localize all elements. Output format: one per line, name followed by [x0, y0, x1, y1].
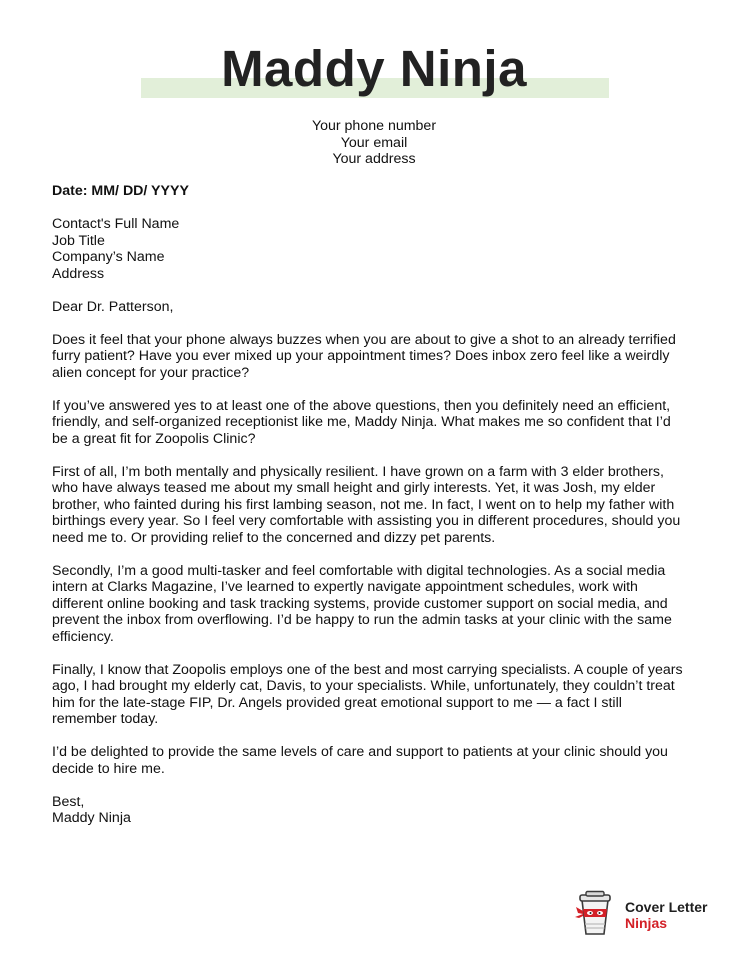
paragraph-line: ago, I had brought my elderly cat, Davis, to your specialists. While, unfortunately, they couldn’t treat — [52, 678, 675, 694]
ninja-cup-icon — [574, 890, 618, 938]
cover-letter-ninjas-logo — [574, 890, 724, 940]
recipient-company: Company’s Name — [52, 249, 165, 265]
recipient-block — [52, 216, 702, 282]
paragraph-line: different online booking and task tracking systems, provide customer support on social media, and — [52, 595, 668, 612]
logo-wordmark — [625, 899, 707, 931]
logo-line-2: Ninjas — [625, 915, 668, 931]
paragraph-line: prevent the inbox from overflowing. I’d be happy to run the admin tasks at your clinic with the same — [52, 612, 672, 628]
paragraph-line: If you’ve answered yes to at least one of the above questions, then you definitely need an efficient, — [52, 397, 671, 414]
closing: Best, — [52, 793, 85, 810]
letter-body — [52, 183, 702, 843]
paragraph-line: him for the late-stage FIP, Dr. Angels provided great emotional support to me — a fact I still — [52, 694, 622, 711]
paragraph-4 — [52, 563, 702, 646]
paragraph-line: who have always teased me about my small height and girly interests. Yet, it was Josh, my elder — [52, 480, 656, 496]
paragraph-1 — [52, 332, 702, 382]
paragraph-3 — [52, 464, 702, 547]
contact-block — [0, 118, 748, 168]
paragraph-line: intern at Clarks Magazine, I’ve learned to expertly navigate appointment schedules, work with — [52, 579, 638, 595]
paragraph-5 — [52, 662, 702, 728]
applicant-name: Maddy Ninja — [221, 40, 527, 97]
paragraph-line: be a great fit for Zoopolis Clinic? — [52, 430, 256, 447]
sign-off-block — [52, 794, 702, 827]
paragraph-line: brother, who fainted during his first lambing season, not me. In fact, I went on to help my father with — [52, 496, 675, 513]
paragraph-line: Finally, I know that Zoopolis employs one of the best and most carrying specialists. A couple of years — [52, 661, 683, 678]
paragraph-line: birthings every year. So I feel very comfortable with assisting you in different procedures, should you — [52, 513, 681, 529]
recipient-address: Address — [52, 265, 105, 282]
paragraph-line: remember today. — [52, 711, 159, 727]
paragraph-6 — [52, 744, 702, 777]
home-address: Your address — [332, 151, 416, 167]
paragraph-line: friendly, and self-organized receptionist like me, Maddy Ninja. What makes me so confident that I’d — [52, 414, 671, 430]
paragraph-line: decide to hire me. — [52, 760, 165, 777]
phone-number: Your phone number — [311, 118, 437, 134]
paragraph-line: Does it feel that your phone always buzzes when you are about to give a shot to an already terrified — [52, 331, 676, 348]
paragraph-line: I’d be delighted to provide the same levels of care and support to patients at your clinic should you — [52, 744, 668, 760]
recipient-full-name: Contact's Full Name — [52, 216, 180, 232]
logo-line-1: Cover Letter — [625, 899, 708, 915]
paragraph-line: alien concept for your practice? — [52, 364, 250, 381]
salutation: Dear Dr. Patterson, — [52, 298, 174, 315]
paragraph-line: furry patient? Have you ever mixed up your appointment times? Does inbox zero feel like a weirdly — [52, 348, 670, 364]
email-address: Your email — [340, 134, 408, 151]
paragraph-line: efficiency. — [52, 628, 114, 645]
paragraph-line: need me to. Or providing relief to the concerned and dizzy pet parents. — [52, 529, 496, 546]
signature: Maddy Ninja — [52, 810, 131, 826]
letter-date: Date: MM/ DD/ YYYY — [52, 183, 189, 199]
recipient-job-title: Job Title — [52, 232, 105, 249]
paragraph-line: First of all, I’m both mentally and physically resilient. I have grown on a farm with 3 elder brothers, — [52, 463, 664, 480]
paragraph-2 — [52, 398, 702, 448]
paragraph-line: Secondly, I’m a good multi-tasker and feel comfortable with digital technologies. As a social media — [52, 562, 666, 579]
